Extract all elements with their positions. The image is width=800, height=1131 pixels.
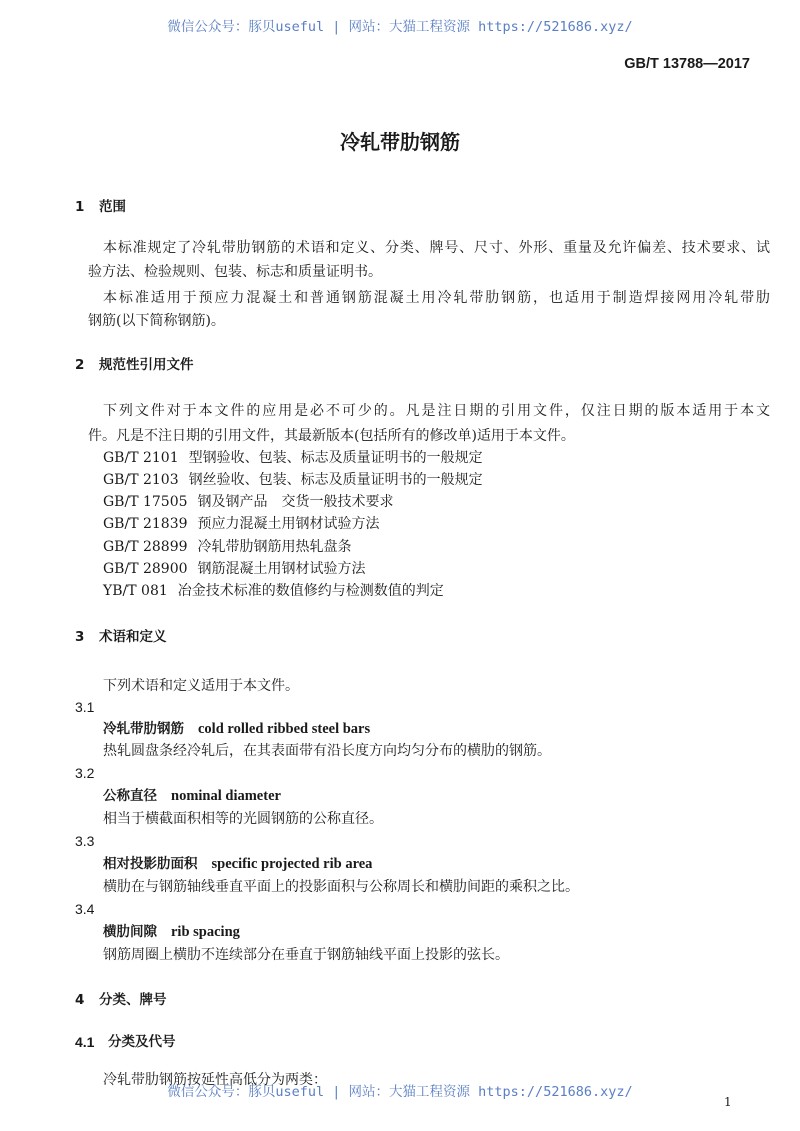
term-heading (103, 787, 281, 805)
subsection-number: 4.1 (75, 1034, 95, 1050)
term-heading (103, 923, 240, 941)
reference-title: 钢及钢产品 交货一般技术要求 (197, 494, 394, 510)
subsection-heading: 分类及代号 (108, 1034, 176, 1050)
term-en: cold rolled ribbed steel bars (198, 721, 371, 737)
reference-item (103, 582, 444, 600)
reference-title: 冶金技术标准的数值修约与检测数值的判定 (177, 583, 444, 599)
term-zh: 冷轧带肋钢筋 (103, 721, 184, 737)
watermark-bottom: 微信公众号：豚贝useful | 网站：大猫工程资源 https://521686.xyz/ (167, 1084, 633, 1100)
reference-code: GB/T 2103 (103, 472, 179, 488)
term-en: rib spacing (171, 924, 240, 940)
reference-item (103, 449, 483, 467)
paragraph-line: 下列文件对于本文件的应用是必不可少的。凡是注日期的引用文件，仅注日期的版本适用于本文 (103, 403, 770, 419)
page-number: 1 (724, 1095, 732, 1109)
reference-title: 冷轧带肋钢筋用热轧盘条 (197, 539, 352, 555)
reference-item (103, 538, 352, 556)
watermark-top: 微信公众号：豚贝useful | 网站：大猫工程资源 https://521686.xyz/ (167, 19, 633, 35)
section-1-number: 1 (75, 199, 85, 215)
reference-code: GB/T 17505 (103, 494, 188, 510)
reference-code: GB/T 28900 (103, 561, 188, 577)
reference-item (103, 515, 380, 533)
reference-title: 钢丝验收、包装、标志及质量证明书的一般规定 (188, 472, 483, 488)
term-en: specific projected rib area (211, 856, 373, 872)
section-2-number: 2 (75, 357, 85, 373)
term-zh: 相对投影肋面积 (103, 856, 198, 872)
paragraph-line: 钢筋(以下简称钢筋)。 (88, 313, 225, 329)
term-heading (103, 720, 370, 738)
term-definition: 钢筋周圈上横肋不连续部分在垂直于钢筋轴线平面上投影的弦长。 (103, 947, 509, 963)
paragraph-line: 验方法、检验规则、包装、标志和质量证明书。 (88, 264, 382, 280)
term-zh: 公称直径 (103, 788, 157, 804)
term-definition: 相当于横截面积相等的光圆钢筋的公称直径。 (103, 811, 383, 827)
reference-code: GB/T 2101 (103, 450, 179, 466)
paragraph-line: 本标准适用于预应力混凝土和普通钢筋混凝土用冷轧带肋钢筋，也适用于制造焊接网用冷轧带肋 (103, 290, 770, 306)
section-4-heading: 分类、牌号 (99, 992, 167, 1008)
reference-title: 型钢验收、包装、标志及质量证明书的一般规定 (188, 450, 483, 466)
section-3-number: 3 (75, 629, 85, 645)
reference-title: 钢筋混凝土用钢材试验方法 (197, 561, 366, 577)
term-number: 3.2 (75, 765, 95, 781)
standard-number: GB/T 13788—2017 (624, 56, 750, 72)
term-number: 3.1 (75, 699, 95, 715)
reference-code: GB/T 21839 (103, 516, 188, 532)
section-3-intro: 下列术语和定义适用于本文件。 (103, 678, 299, 694)
reference-item (103, 560, 366, 578)
term-number: 3.3 (75, 833, 95, 849)
section-4-text: 冷轧带肋钢筋按延性高低分为两类： (103, 1072, 327, 1088)
page-title: 冷轧带肋钢筋 (340, 130, 460, 154)
section-2-heading: 规范性引用文件 (99, 357, 194, 373)
section-4-number: 4 (75, 992, 85, 1008)
section-3-heading: 术语和定义 (99, 629, 167, 645)
reference-code: GB/T 28899 (103, 539, 188, 555)
term-zh: 横肋间隙 (103, 924, 157, 940)
reference-item (103, 493, 394, 511)
term-en: nominal diameter (171, 788, 281, 804)
reference-item (103, 471, 483, 489)
reference-title: 预应力混凝土用钢材试验方法 (197, 516, 380, 532)
term-definition: 横肋在与钢筋轴线垂直平面上的投影面积与公称周长和横肋间距的乘积之比。 (103, 879, 579, 895)
paragraph-line: 件。凡是不注日期的引用文件，其最新版本(包括所有的修改单)适用于本文件。 (88, 428, 575, 444)
term-heading (103, 855, 372, 873)
reference-code: YB/T 081 (103, 583, 168, 599)
section-1-heading: 范围 (99, 199, 126, 215)
paragraph-line: 本标准规定了冷轧带肋钢筋的术语和定义、分类、牌号、尺寸、外形、重量及允许偏差、技术要求、试 (103, 240, 770, 256)
term-definition: 热轧圆盘条经冷轧后，在其表面带有沿长度方向均匀分布的横肋的钢筋。 (103, 743, 551, 759)
term-number: 3.4 (75, 901, 95, 917)
